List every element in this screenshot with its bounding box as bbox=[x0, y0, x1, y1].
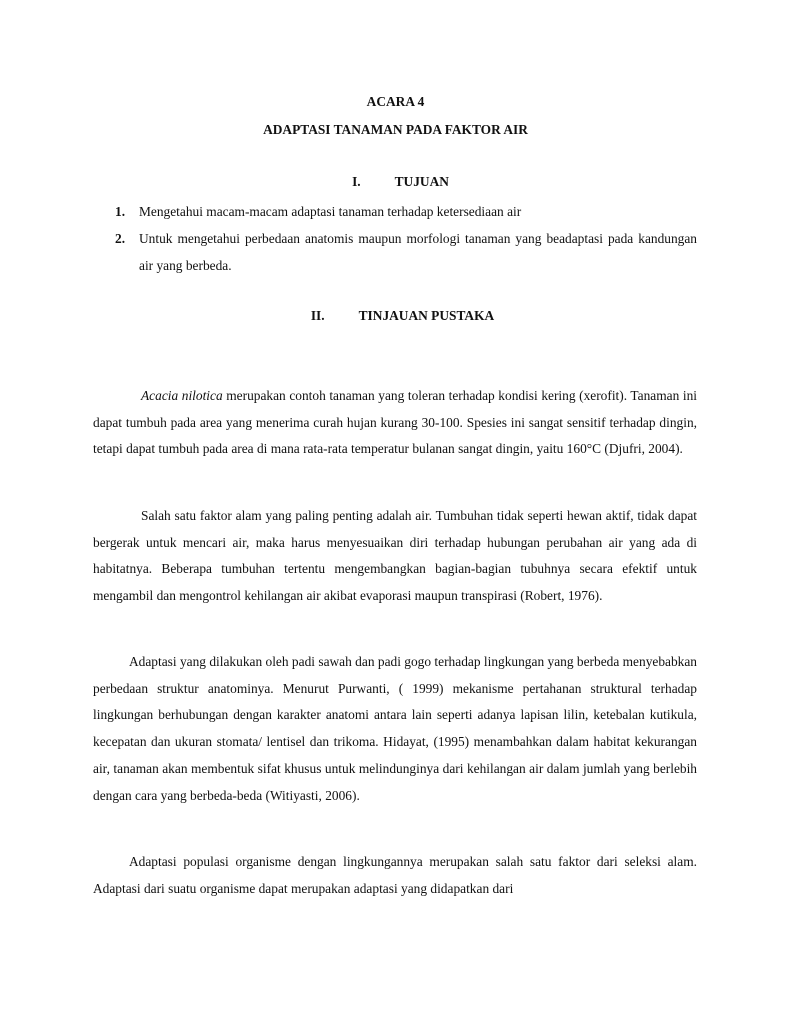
section-number: II. bbox=[310, 308, 325, 323]
acara-heading: ACARA 4 bbox=[366, 94, 425, 109]
list-item-text: Mengetahui macam-macam adaptasi tanaman terhadap ketersediaan air bbox=[139, 204, 522, 219]
objectives-list bbox=[93, 198, 697, 279]
section-number: I. bbox=[352, 174, 361, 189]
list-item bbox=[93, 225, 697, 279]
paragraph-2: Salah satu faktor alam yang paling penting adalah air. Tumbuhan tidak seperti hewan aktif, tidak dapat bergerak untuk mencari air, maka harus menyesuaikan diri terhadap hubungan perubahan air yang ada di habitatnya. Beberapa tumbuhan tertentu mengembangkan bagian-bagian tubuhnya secara efektif untuk mengambil dan mengontrol kehilangan air akibat evaporasi maupun transpirasi (Robert, 1976). bbox=[93, 508, 697, 604]
list-item-text: Untuk mengetahui perbedaan anatomis maupun morfologi tanaman yang beadaptasi pada kandungan air yang berbeda. bbox=[139, 231, 697, 273]
section-heading-tujuan bbox=[0, 174, 791, 190]
list-item-number: 2. bbox=[115, 231, 126, 246]
paragraph-4: Adaptasi populasi organisme dengan lingkungannya merupakan salah satu faktor dari seleksi alam. Adaptasi dari suatu organisme dapat merupakan adaptasi yang didapatkan dari bbox=[93, 854, 697, 896]
section-title: TINJAUAN PUSTAKA bbox=[358, 308, 495, 323]
document-title: ADAPTASI TANAMAN PADA FAKTOR AIR bbox=[263, 122, 528, 137]
species-name: Acacia nilotica bbox=[141, 388, 223, 403]
list-item-number: 1. bbox=[115, 204, 126, 219]
paragraph-1-text: merupakan contoh tanaman yang toleran terhadap kondisi kering (xerofit). Tanaman ini dapat tumbuh pada area yang menerima curah hujan kurang 30-100. Spesies ini sangat sensitif terhadap dingin, tetapi dapat tumbuh pada area di mana rata-rata temperatur bulanan sangat dingin, yaitu 160°C (Djufri, 2004). bbox=[93, 388, 697, 457]
section-title: TUJUAN bbox=[394, 174, 449, 189]
paragraph-1 bbox=[93, 383, 697, 463]
section-heading-tinjauan bbox=[0, 308, 791, 324]
list-item bbox=[93, 198, 697, 225]
paragraph-3: Adaptasi yang dilakukan oleh padi sawah dan padi gogo terhadap lingkungan yang berbeda menyebabkan perbedaan struktur anatominya. Menurut Purwanti, ( 1999) mekanisme pertahanan struktural terhadap lingkungan berhubungan dengan karakter anatomi antara lain seperti adanya lapisan lilin, ketebalan kutikula, kecepatan dan ukuran stomata/ lentisel dan trikoma. Hidayat, (1995) menambahkan dalam habitat kekurangan air, tanaman akan membentuk sifat khusus untuk melindunginya dari kehilangan air dalam jumlah yang berlebih dengan cara yang berbeda-beda (Witiyasti, 2006). bbox=[93, 654, 697, 803]
